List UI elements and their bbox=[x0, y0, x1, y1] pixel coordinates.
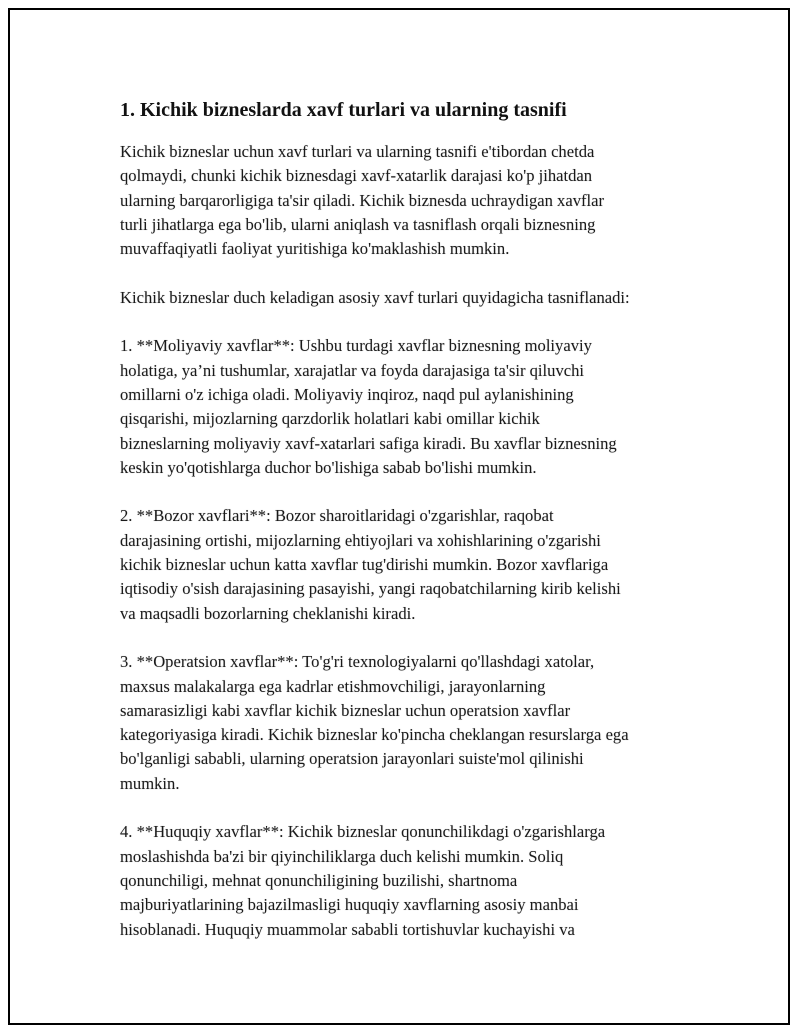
text-line: maxsus malakalarga ega kadrlar etishmovchiligi, jarayonlarning bbox=[120, 676, 546, 696]
text-line: hisoblanadi. Huquqiy muammolar sababli tortishuvlar kuchayishi va bbox=[120, 919, 575, 939]
paragraph bbox=[120, 334, 700, 480]
text-line: muvaffaqiyatli faoliyat yuritishiga ko'maklashish mumkin. bbox=[120, 239, 510, 259]
text-line: moslashishda ba'zi bir qiyinchiliklarga duch kelishi mumkin. Soliq bbox=[120, 846, 564, 866]
text-line: mumkin. bbox=[120, 773, 180, 793]
text-line: Kichik bizneslar duch keladigan asosiy xavf turlari quyidagicha tasniflanadi: bbox=[120, 287, 630, 307]
paragraph bbox=[120, 140, 700, 261]
text-line: keskin yo'qotishlarga duchor bo'lishiga sabab bo'lishi mumkin. bbox=[120, 457, 537, 477]
text-line: bizneslarning moliyaviy xavf-xatarlari safiga kiradi. Bu xavflar biznesning bbox=[120, 433, 617, 453]
text-line: va maqsadli bozorlarning cheklanishi kiradi. bbox=[120, 603, 416, 623]
text-line: 2. **Bozor xavflari**: Bozor sharoitlaridagi o'zgarishlar, raqobat bbox=[120, 506, 554, 526]
text-line: 4. **Huquqiy xavflar**: Kichik bizneslar qonunchilikdagi o'zgarishlarga bbox=[120, 822, 606, 842]
text-line: ularning barqarorligiga ta'sir qiladi. Kichik biznesda uchraydigan xavflar bbox=[120, 190, 605, 210]
paragraph-list bbox=[120, 140, 700, 942]
text-line: holatiga, ya’ni tushumlar, xarajatlar va foyda darajasiga ta'sir qiluvchi bbox=[120, 360, 585, 380]
paragraph bbox=[120, 504, 700, 625]
document-content bbox=[120, 98, 700, 942]
text-line: 1. **Moliyaviy xavflar**: Ushbu turdagi xavflar biznesning moliyaviy bbox=[120, 336, 592, 356]
text-line: qisqarishi, mijozlarning qarzdorlik holatlari kabi omillar kichik bbox=[120, 409, 540, 429]
text-line: 3. **Operatsion xavflar**: To'g'ri texnologiyalarni qo'llashdagi xatolar, bbox=[120, 652, 595, 672]
text-line: Kichik bizneslar uchun xavf turlari va ularning tasnifi e'tibordan chetda bbox=[120, 142, 595, 161]
section-heading: 1. Kichik bizneslarda xavf turlari va ularning tasnifi bbox=[120, 99, 567, 121]
document-page bbox=[8, 8, 790, 1025]
text-line: qolmaydi, chunki kichik biznesdagi xavf-xatarlik darajasi ko'p jihatdan bbox=[120, 166, 593, 186]
text-line: kichik bizneslar uchun katta xavflar tug'dirishi mumkin. Bozor xavflariga bbox=[120, 555, 609, 575]
text-line: qonunchiligi, mehnat qonunchiligining buzilishi, shartnoma bbox=[120, 870, 518, 890]
paragraph bbox=[120, 820, 700, 941]
paragraph bbox=[120, 286, 700, 310]
text-line: iqtisodiy o'sish darajasining pasayishi, yangi raqobatchilarning kirib kelishi bbox=[120, 579, 621, 599]
text-line: darajasining ortishi, mijozlarning ehtiyojlari va xohishlarining o'zgarishi bbox=[120, 530, 601, 550]
paragraph bbox=[120, 650, 700, 796]
text-line: kategoriyasiga kiradi. Kichik bizneslar ko'pincha cheklangan resurslarga ega bbox=[120, 725, 629, 745]
text-line: turli jihatlarga ega bo'lib, ularni aniqlash va tasniflash orqali biznesning bbox=[120, 214, 596, 234]
text-line: omillarni o'z ichiga oladi. Moliyaviy inqiroz, naqd pul aylanishining bbox=[120, 384, 574, 404]
text-line: bo'lganligi sababli, ularning operatsion jarayonlari suiste'mol qilinishi bbox=[120, 749, 584, 769]
text-line: majburiyatlarining bajazilmasligi huquqiy xavflarning asosiy manbai bbox=[120, 895, 579, 915]
text-line: samarasizligi kabi xavflar kichik bizneslar uchun operatsion xavflar bbox=[120, 700, 571, 720]
